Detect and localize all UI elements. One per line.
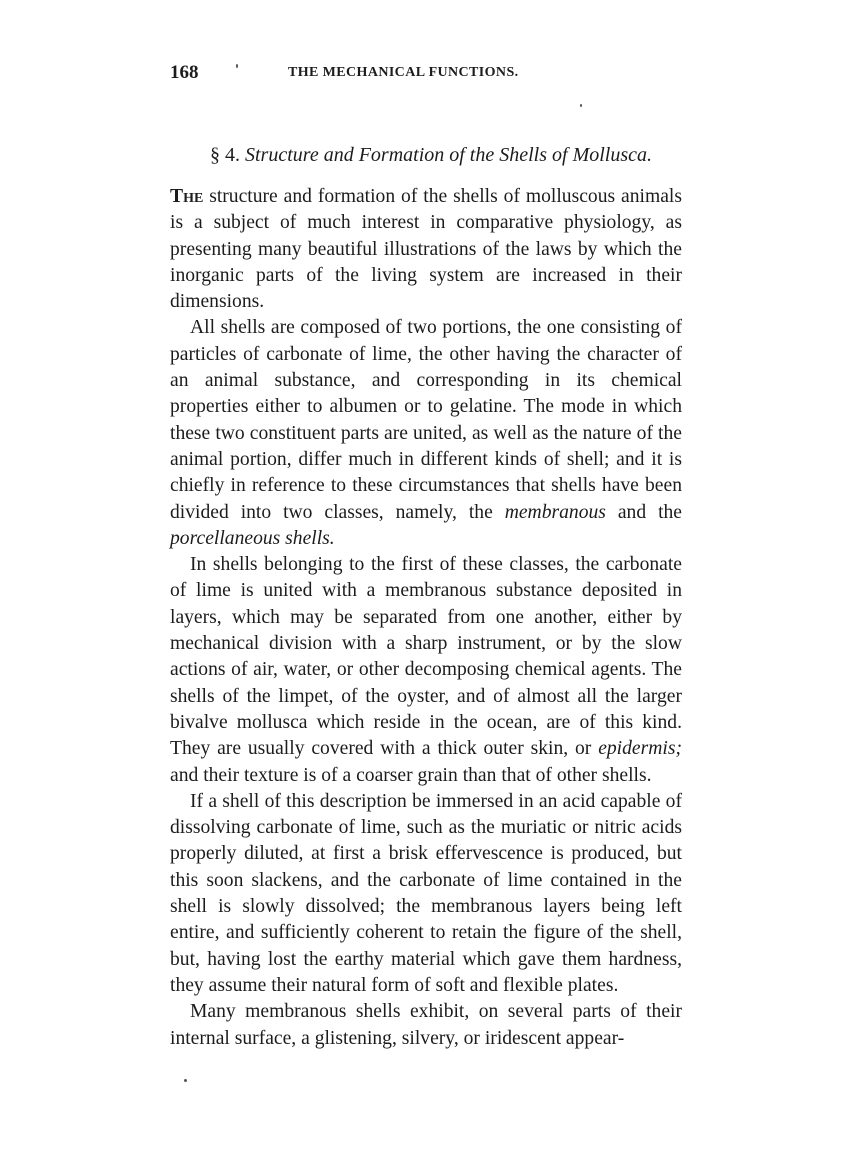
paragraph-2-text-b: and the — [605, 501, 683, 523]
paragraph-1-text: structure and formation of the shells of molluscous animals is a subject of much interest in comparative physiology, as presenting many beautiful illustrations of the laws by which the inorganic parts of the living system are increased in their dimensions. — [170, 186, 682, 313]
paragraph-2-emphasis-porcellaneous: porcellaneous shells. — [170, 527, 335, 549]
paragraph-4-text: If a shell of this description be immersed in an acid capable of dissolving carbonate of lime, such as the muriatic or nitric acids properly diluted, at first a brisk effervescence is produced, but this soon slackens, and the carbonate of lime contained in the shell is slowly dissolved; the membranous layers being left entire, and sufficiently coherent to retain the figure of the shell, but, having lost the earthy material which gave them hardness, they assume their natural form of soft and flexible plates. — [170, 790, 682, 996]
running-head — [170, 62, 692, 86]
section-heading — [210, 144, 652, 167]
paragraph-2-emphasis-membranous: membranous — [504, 501, 606, 523]
print-speck-top — [236, 64, 238, 68]
paragraph-1 — [170, 184, 682, 315]
paragraph-3-text-a: In shells belonging to the first of these classes, the carbonate of lime is united with a membranous substance deposited in layers, which may be separated from one another, either by mechanical division with a sharp instrument, or by the slow actions of air, water, or other decomposing chemical agents. The shells of the limpet, of the oyster, and of almost all the larger bivalve mollusca which reside in the ocean, are of this kind. They are usually covered with a thick outer skin, or — [170, 554, 682, 760]
running-title: THE MECHANICAL FUNCTIONS. — [288, 65, 519, 80]
paragraph-5 — [170, 999, 682, 1052]
page-number: 168 — [170, 62, 199, 83]
paragraph-2 — [170, 315, 682, 552]
paragraph-4 — [170, 789, 682, 999]
body-text — [170, 184, 682, 1052]
section-number: § 4. — [210, 144, 240, 166]
section-title: Structure and Formation of the Shells of Mollusca. — [245, 144, 653, 166]
paragraph-3-emphasis-epidermis: epidermis; — [598, 738, 682, 760]
paragraph-3 — [170, 552, 682, 789]
paragraph-lead-word: The — [170, 186, 204, 207]
paragraph-3-text-b: and their texture is of a coarser grain than that of other shells. — [170, 764, 652, 786]
paragraph-5-text: Many membranous shells exhibit, on several parts of their internal surface, a glistening, silvery, or iridescent appear- — [170, 1001, 682, 1049]
print-speck-right — [580, 104, 582, 107]
paragraph-2-text-a: All shells are composed of two portions, the one consisting of particles of carbonate of lime, the other having the character of an animal substance, and corresponding in its chemical properties either to albumen or to gelatine. The mode in which these two constituent parts are united, as well as the nature of the animal portion, differ much in different kinds of shell; and it is chiefly in reference to these circumstances that shells have been divided into two classes, namely, the — [170, 317, 682, 523]
print-speck-bottom — [184, 1079, 187, 1082]
